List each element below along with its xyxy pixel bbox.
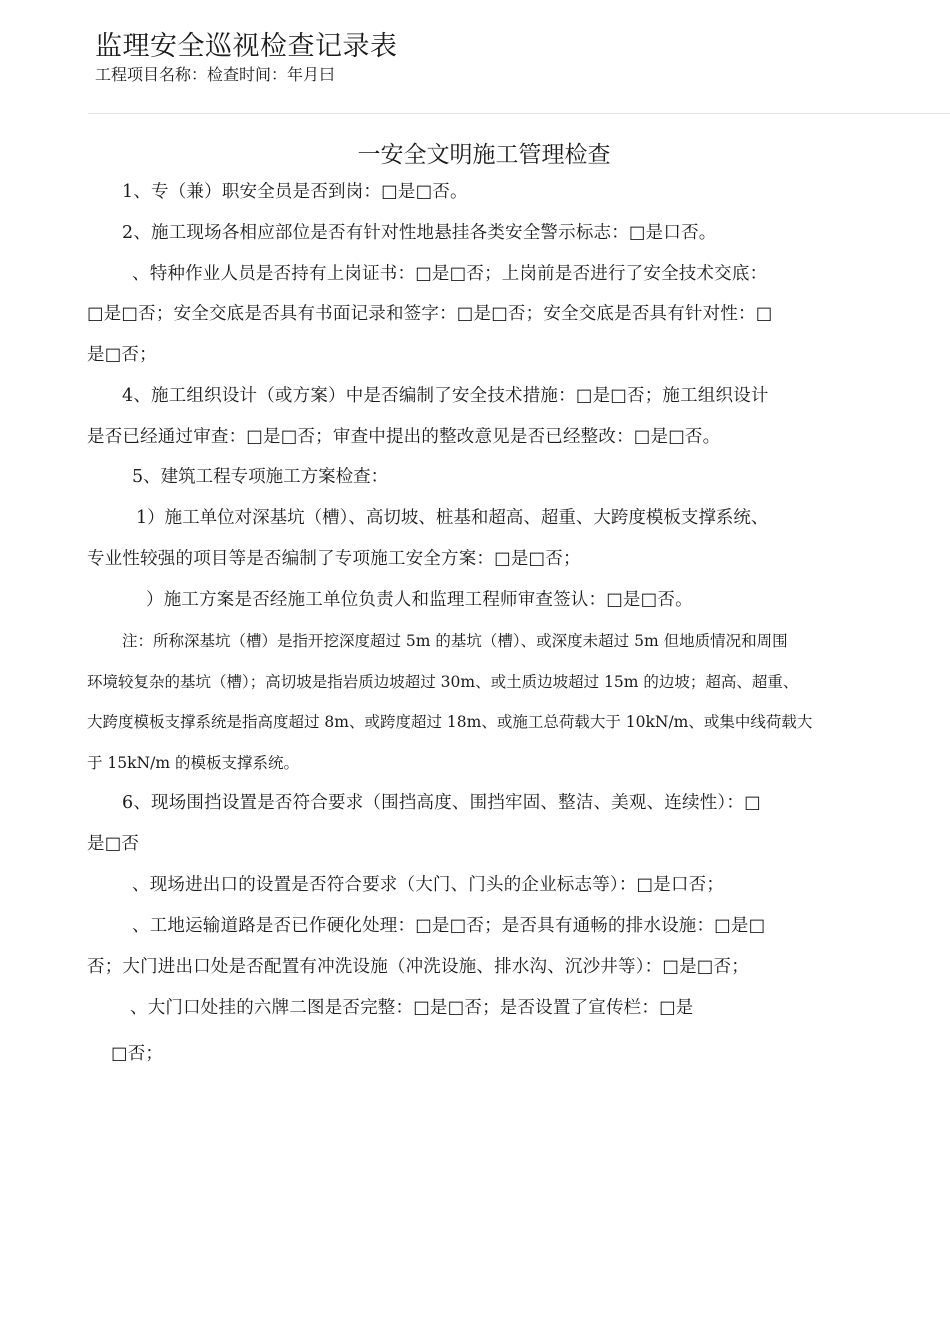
note-line-2: 环境较复杂的基坑（槽）；高切坡是指岩质边坡超过 30m、或土质边坡超过 15m 的边坡；超高、超重、 xyxy=(87,673,799,691)
item-4-line-2: 是否已经通过审查：□是□否；审查中提出的整改意见是否已经整改：□是□否。 xyxy=(87,427,721,447)
header-divider xyxy=(88,113,950,114)
item-3-line-2: □是□否；安全交底是否具有书面记录和签字：□是□否；安全交底是否具有针对性：□ xyxy=(87,304,773,324)
item-8-line-1: 、工地运输道路是否已作硬化处理：□是□否；是否具有通畅的排水设施：□是□ xyxy=(132,916,766,936)
note-line-4: 于 15kN/m 的模板支撑系统。 xyxy=(87,754,299,772)
item-6-line-1: 6、现场围挡设置是否符合要求（围挡高度、围挡牢固、整洁、美观、连续性）：□ xyxy=(122,793,761,813)
note-line-1: 注：所称深基坑（槽）是指开挖深度超过 5m 的基坑（槽）、或深度未超过 5m 但地质情况和周围 xyxy=(122,632,788,650)
item-1: 1、专（兼）职安全员是否到岗：□是□否。 xyxy=(122,182,468,202)
document-title: 监理安全巡视检查记录表 xyxy=(95,31,398,62)
item-8-line-2: 否；大门进出口处是否配置有冲洗设施（冲洗设施、排水沟、沉沙井等）：□是□否； xyxy=(87,957,749,977)
item-2: 2、施工现场各相应部位是否有针对性地悬挂各类安全警示标志：□是口否。 xyxy=(122,223,717,243)
item-4-line-1: 4、施工组织设计（或方案）中是否编制了安全技术措施：□是□否；施工组织设计 xyxy=(122,386,769,406)
item-6-line-2: 是□否 xyxy=(87,834,140,854)
item-5-2: ）施工方案是否经施工单位负责人和监理工程师审查签认：□是□否。 xyxy=(146,590,693,610)
item-5-1-line-2: 专业性较强的项目等是否编制了专项施工安全方案：□是□否； xyxy=(87,549,581,569)
item-3-line-1: 、特种作业人员是否持有上岗证书：□是□否；上岗前是否进行了安全技术交底： xyxy=(132,264,768,284)
note-line-3: 大跨度模板支撑系统是指高度超过 8m、或跨度超过 18m、或施工总荷载大于 10kN/m、或集中线荷载大 xyxy=(87,713,813,731)
item-9-line-2: □否； xyxy=(111,1044,164,1064)
item-5-heading: 5、建筑工程专项施工方案检查： xyxy=(132,467,389,487)
section-title: 一安全文明施工管理检查 xyxy=(357,142,611,168)
item-7: 、现场进出口的设置是否符合要求（大门、门头的企业标志等）：□是口否； xyxy=(132,875,725,895)
item-5-1-line-1: 1）施工单位对深基坑（槽）、高切坡、桩基和超高、超重、大跨度模板支撑系统、 xyxy=(136,508,769,528)
item-9-line-1: 、大门口处挂的六牌二图是否完整：□是□否；是否设置了宣传栏：□是 xyxy=(130,998,694,1018)
project-meta-line: 工程项目名称：检查时间：年月曰 xyxy=(95,65,336,84)
item-3-line-3: 是□否； xyxy=(87,345,157,365)
